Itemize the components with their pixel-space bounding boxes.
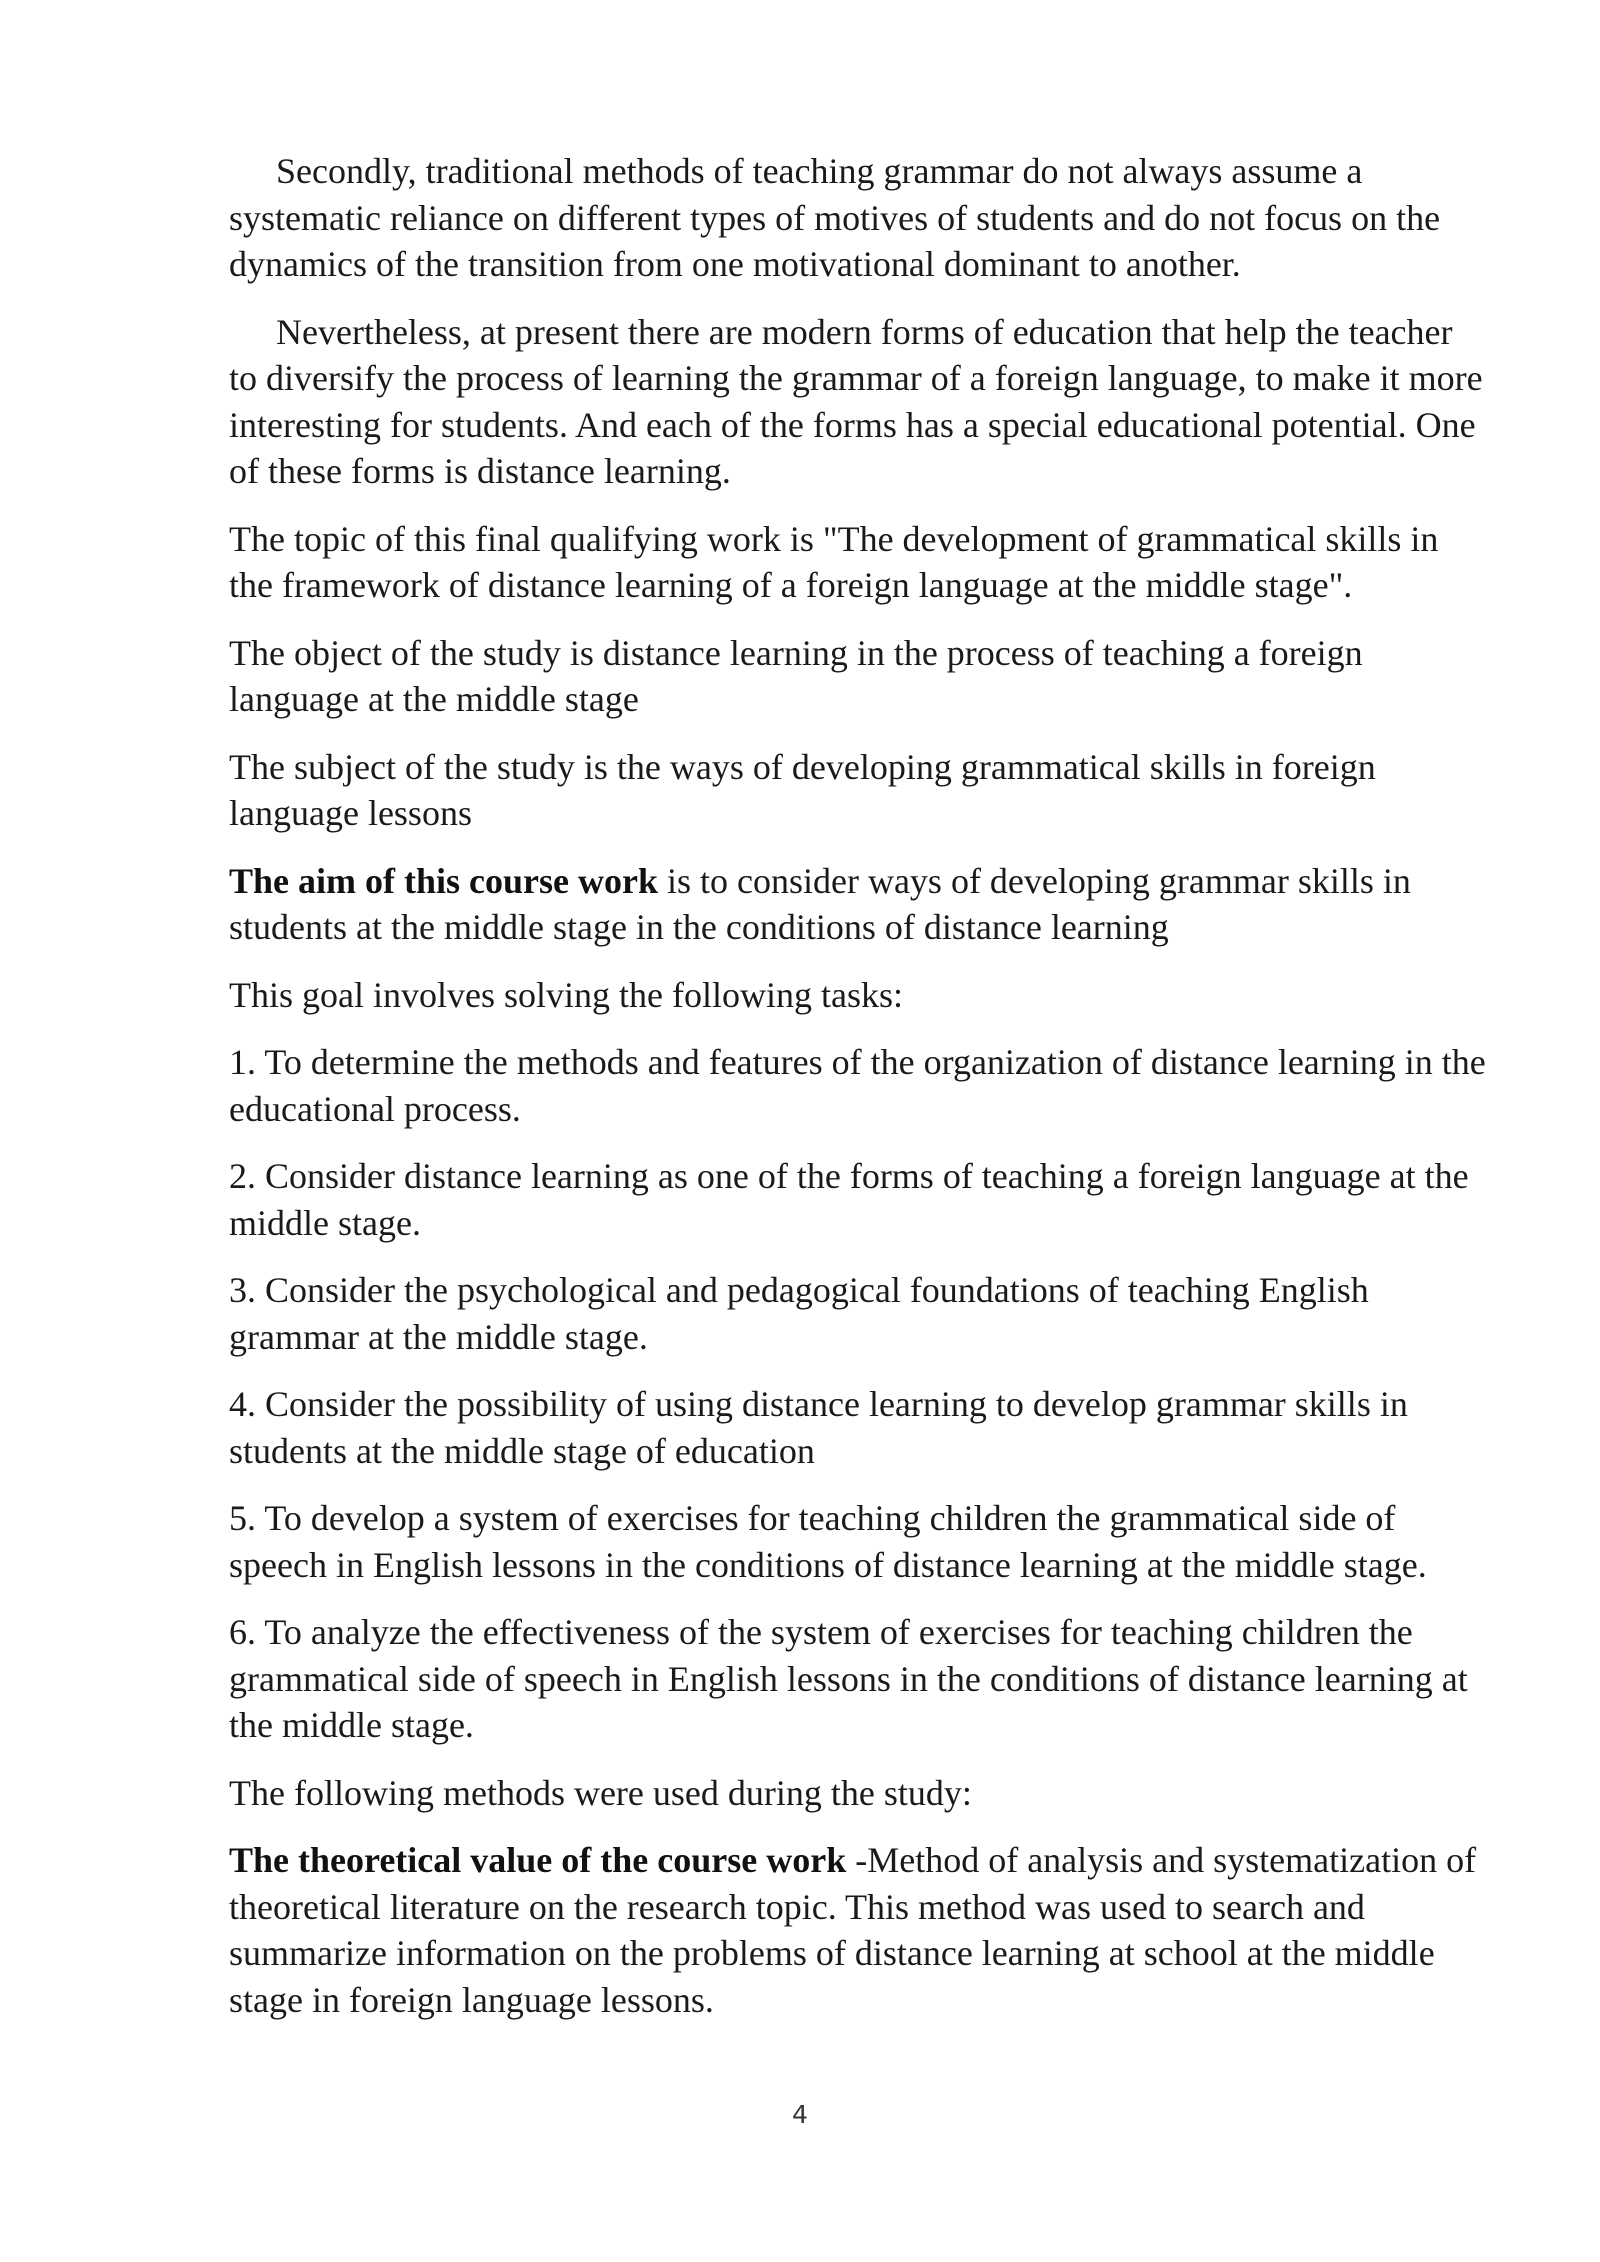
paragraph-object: The object of the study is distance learning in the process of teaching a foreign language at the middle stage	[229, 632, 1363, 719]
task-item-2: 2. Consider distance learning as one of the forms of teaching a foreign language at the middle stage.	[229, 1156, 1469, 1243]
task-item-3: 3. Consider the psychological and pedagogical foundations of teaching English grammar at the middle stage.	[229, 1270, 1369, 1357]
paragraph-topic: The topic of this final qualifying work is "The development of grammatical skills in the framework of distance learning of a foreign language at the middle stage".	[229, 518, 1439, 605]
task-item-4: 4. Consider the possibility of using distance learning to develop grammar skills in students at the middle stage of education	[229, 1384, 1408, 1471]
aim-text: is to consider ways of developing grammar skills in students at the middle stage in the conditions of distance learning	[229, 860, 1411, 947]
task-item-1: 1. To determine the methods and features of the organization of distance learning in the educational process.	[229, 1042, 1486, 1129]
paragraph-subject: The subject of the study is the ways of developing grammatical skills in foreign language lessons	[229, 746, 1376, 833]
theoretical-value-text: -Method of analysis and systematization of theoretical literature on the research topic. This method was used to search and summarize information on the problems of distance learning at school at the middle stage in foreign language lessons.	[229, 1840, 1477, 2020]
paragraph-theoretical-value	[229, 1837, 1489, 2023]
aim-heading: The aim of this course work	[229, 860, 658, 901]
paragraph-nevertheless: Nevertheless, at present there are modern forms of education that help the teacher to diversify the process of learning the grammar of a foreign language, to make it more interesting for students. And each of the forms has a special educational potential. One of these forms is distance learning.	[229, 311, 1483, 491]
paragraph-methods: The following methods were used during the study:	[229, 1772, 972, 1813]
page-number: 4	[792, 2100, 808, 2129]
paragraph-aim	[229, 858, 1489, 951]
task-item-5: 5. To develop a system of exercises for teaching children the grammatical side of speech in English lessons in the conditions of distance learning at the middle stage.	[229, 1498, 1427, 1585]
theoretical-value-heading: The theoretical value of the course work	[229, 1840, 847, 1880]
task-item-6: 6. To analyze the effectiveness of the system of exercises for teaching children the grammatical side of speech in English lessons in the conditions of distance learning at the middle stage.	[229, 1612, 1468, 1745]
document-body	[229, 148, 1489, 2044]
paragraph-goal-tasks: This goal involves solving the following tasks:	[229, 974, 903, 1015]
paragraph-secondly: Secondly, traditional methods of teaching grammar do not always assume a systematic reliance on different types of motives of students and do not focus on the dynamics of the transition from one motivational dominant to another.	[229, 151, 1441, 284]
